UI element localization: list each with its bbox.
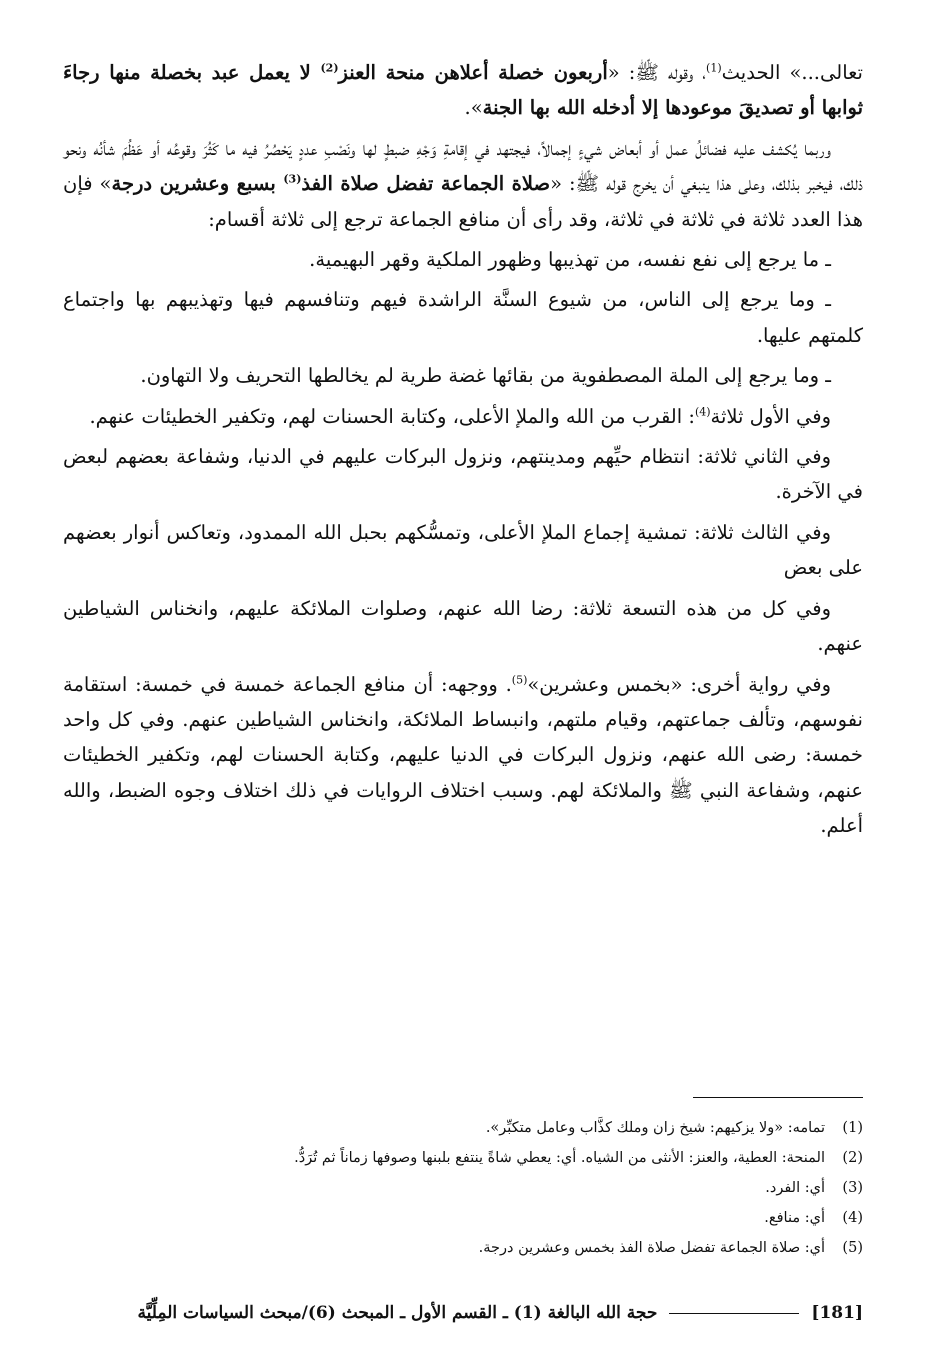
paragraph-6 xyxy=(63,399,863,434)
footnote-separator xyxy=(693,1097,863,1098)
footnote xyxy=(63,1173,863,1203)
footnote-text: المنحة: العطية، والعنز: الأنثى من الشياه. أي: يعطي شاةً ينتفع بلبنها وصوفها زماناً ثم تُرَدُّ. xyxy=(294,1150,825,1166)
footnote-text: تمامه: «ولا يزكيهم: شيخ زان وملك كذَّاب وعامل متكبِّر». xyxy=(485,1120,825,1136)
footnote-number: (1) xyxy=(842,1120,863,1136)
footnote-number: (3) xyxy=(842,1180,863,1196)
list-item-2: ـ وما يرجع إلى الناس، من شيوع السنَّة الراشدة فيهم وتنافسهم فيها وتهذيبهم بها واجتماع كلمتهم عليها. xyxy=(63,288,863,347)
footnotes xyxy=(63,1113,863,1263)
running-header: حجة الله البالغة (1) ـ القسم الأول ـ المبحث (6)/مبحث السياسات المِلِّيَّة xyxy=(137,1303,658,1323)
text-run: وفي رواية أخرى: «بخمس وعشرين» xyxy=(527,672,831,696)
footnote xyxy=(63,1233,863,1263)
main-text xyxy=(63,55,863,849)
text-run: : القرب من الله والملإ الأعلى، وكتابة الحسنات لهم، وتكفير الخطيئات عنهم. xyxy=(89,404,695,428)
paragraph-8: وفي الثالث ثلاثة: تمشية إجماع الملإ الأعلى، وتمسُّكهم بحبل الله الممدود، وتعاكس أنوار بعضهم على بعض xyxy=(63,520,863,580)
text-run: ، وقوله ﷺ: « xyxy=(607,61,707,84)
list-item-1: ـ ما يرجع إلى نفع نفسه، من تهذيبها وظهور الملكية وقهر البهيمية. xyxy=(309,248,831,272)
page-number: [181] xyxy=(811,1303,863,1323)
footnote-marker-5: (5) xyxy=(511,673,528,686)
text-run: تعالى...» الحديث xyxy=(721,61,863,84)
list-item-3: ـ وما يرجع إلى الملة المصطفوية من بقائها غضة طرية لم يخالطها التحريف ولا التهاون. xyxy=(140,364,831,388)
paragraph-2 xyxy=(63,131,863,237)
text-run: وربما يُكشف عليه فضائلُ عمل أو أبعاض شيءٍ إجمالاً، فيجتهد في إقامةِ وَجْهِ ضبطٍ لها ونَصْبِ عددٍ يَحْصُرُ فيه ما كَثُرَ وقوعُه أو عَظُمَ شأنُه ونحو ذلك، فيخبر بذلك، وعلى هذا ينبغي أن يخرج قوله ﷺ: « xyxy=(63,136,864,196)
hadith-quote: بسبع وعشرين درجة xyxy=(111,172,284,196)
text-run: ». xyxy=(464,96,483,120)
footnote-number: (5) xyxy=(842,1240,863,1256)
page-footer xyxy=(63,1303,863,1323)
footnote-number: (4) xyxy=(842,1210,863,1226)
text-run: وفي الأول ثلاثة xyxy=(710,404,831,428)
footnote-text: أي: الفرد. xyxy=(765,1180,825,1196)
text-run: » فإن هذا العدد ثلاثة في ثلاثة في ثلاثة، وقد رأى أن منافع الجماعة ترجع إلى ثلاثة أقسام: xyxy=(63,172,863,231)
footnote-marker-4: (4) xyxy=(694,405,711,419)
paragraph-7: وفي الثاني ثلاثة: انتظام حيِّهم ومدينتهم، ونزول البركات عليهم في الدنيا، وشفاعة بعضهم لبعض في الآخرة. xyxy=(63,445,863,504)
hadith-quote: أربعون خصلة أعلاهن منحة العنز xyxy=(338,61,608,84)
footnote xyxy=(63,1143,863,1173)
footnote-text: أي: صلاة الجماعة تفضل صلاة الفذ بخمس وعشرين درجة. xyxy=(478,1240,825,1256)
hadith-quote: لا يعمل عبد بخصلة منها رجاءَ ثوابها أو تصديقَ موعودها إلا أدخله الله بها الجنة xyxy=(63,61,863,120)
footer-rule xyxy=(669,1313,799,1314)
paragraph-9: وفي كل من هذه التسعة ثلاثة: رضا الله عنهم، وصلوات الملائكة عليهم، وانخناس الشياطين عنهم. xyxy=(63,596,863,656)
hadith-quote: صلاة الجماعة تفضل صلاة الفذ xyxy=(301,172,551,196)
footnote xyxy=(63,1113,863,1143)
paragraph-1 xyxy=(63,55,863,126)
footnote xyxy=(63,1203,863,1233)
footnote-marker-2: (2) xyxy=(320,61,339,75)
text-run: . ووجهه: أن منافع الجماعة خمسة في خمسة: استقامة نفوسهم، وتألف جماعتهم، وقيام ملتهم، وانبساط الملائكة، وانخناس الشياطين عنهم. وفي كل واحد خمسة: رضى الله عنهم، ونزول البركات في الدنيا عليهم، وكتابة الحسنات لهم، وتكفير الخطيئات عنهم، وشفاعة النبي ﷺ والملائكة لهم. وسبب اختلاف الروايات في ذلك اختلاف وجوه الضبط، والله أعلم. xyxy=(63,672,863,838)
footnote-marker-1: (1) xyxy=(706,61,722,75)
footnote-number: (2) xyxy=(842,1150,863,1166)
footnote-marker-3: (3) xyxy=(283,172,302,186)
paragraph-10 xyxy=(63,667,863,844)
footnote-text: أي: منافع. xyxy=(764,1210,825,1226)
